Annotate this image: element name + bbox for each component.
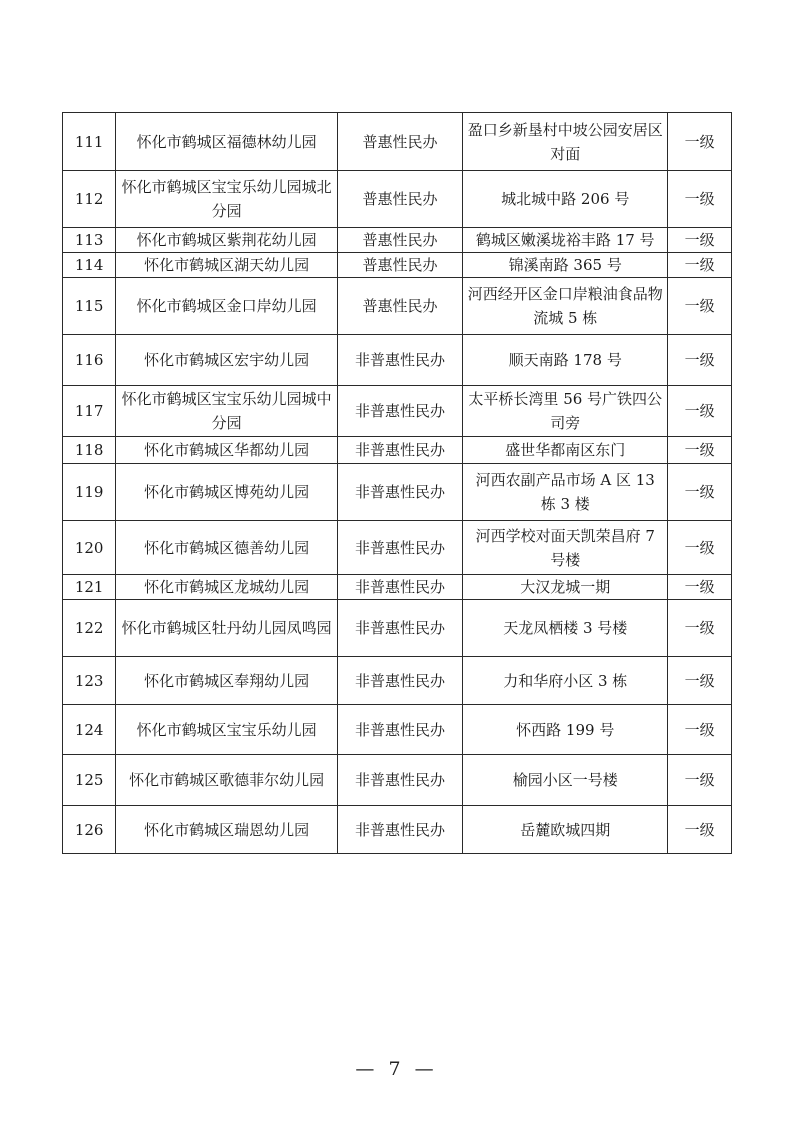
- grade-level: 一级: [668, 600, 732, 657]
- address: 城北城中路 206 号: [463, 171, 668, 228]
- address: 岳麓欧城四期: [463, 806, 668, 854]
- table-row: [63, 171, 732, 228]
- address: 河西农副产品市场 A 区 13 栋 3 楼: [463, 464, 668, 521]
- table-body: [63, 113, 732, 854]
- address: 盈口乡新垦村中坡公园安居区对面: [463, 113, 668, 171]
- row-number: 118: [63, 437, 116, 464]
- table-row: [63, 705, 732, 755]
- grade-level: 一级: [668, 253, 732, 278]
- address: 天龙凤栖楼 3 号楼: [463, 600, 668, 657]
- page-number: — 7 —: [355, 1058, 438, 1080]
- kindergarten-name: 怀化市鹤城区德善幼儿园: [116, 521, 338, 575]
- kindergarten-name: 怀化市鹤城区湖天幼儿园: [116, 253, 338, 278]
- kindergarten-name: 怀化市鹤城区博苑幼儿园: [116, 464, 338, 521]
- table-row: [63, 806, 732, 854]
- table-row: [63, 253, 732, 278]
- ownership-type: 非普惠性民办: [337, 600, 462, 657]
- kindergarten-name: 怀化市鹤城区奉翔幼儿园: [116, 657, 338, 705]
- ownership-type: 非普惠性民办: [337, 521, 462, 575]
- grade-level: 一级: [668, 335, 732, 386]
- kindergarten-name: 怀化市鹤城区歌德菲尔幼儿园: [116, 755, 338, 806]
- ownership-type: 非普惠性民办: [337, 386, 462, 437]
- row-number: 123: [63, 657, 116, 705]
- address: 锦溪南路 365 号: [463, 253, 668, 278]
- grade-level: 一级: [668, 705, 732, 755]
- row-number: 122: [63, 600, 116, 657]
- grade-level: 一级: [668, 228, 732, 253]
- ownership-type: 普惠性民办: [337, 278, 462, 335]
- address: 力和华府小区 3 栋: [463, 657, 668, 705]
- row-number: 115: [63, 278, 116, 335]
- grade-level: 一级: [668, 521, 732, 575]
- kindergarten-name: 怀化市鹤城区龙城幼儿园: [116, 575, 338, 600]
- kindergarten-table: [62, 112, 732, 854]
- ownership-type: 普惠性民办: [337, 228, 462, 253]
- grade-level: 一级: [668, 755, 732, 806]
- grade-level: 一级: [668, 278, 732, 335]
- table-row: [63, 278, 732, 335]
- address: 鹤城区嫩溪垅裕丰路 17 号: [463, 228, 668, 253]
- kindergarten-name: 怀化市鹤城区宏宇幼儿园: [116, 335, 338, 386]
- ownership-type: 非普惠性民办: [337, 806, 462, 854]
- grade-level: 一级: [668, 464, 732, 521]
- address: 顺天南路 178 号: [463, 335, 668, 386]
- grade-level: 一级: [668, 113, 732, 171]
- grade-level: 一级: [668, 657, 732, 705]
- kindergarten-name: 怀化市鹤城区宝宝乐幼儿园: [116, 705, 338, 755]
- ownership-type: 非普惠性民办: [337, 755, 462, 806]
- kindergarten-name: 怀化市鹤城区宝宝乐幼儿园城北分园: [116, 171, 338, 228]
- kindergarten-name: 怀化市鹤城区福德林幼儿园: [116, 113, 338, 171]
- table-row: [63, 386, 732, 437]
- address: 盛世华都南区东门: [463, 437, 668, 464]
- row-number: 112: [63, 171, 116, 228]
- kindergarten-name: 怀化市鹤城区宝宝乐幼儿园城中分园: [116, 386, 338, 437]
- table-row: [63, 464, 732, 521]
- address: 太平桥长湾里 56 号广铁四公司旁: [463, 386, 668, 437]
- address: 河西经开区金口岸粮油食品物流城 5 栋: [463, 278, 668, 335]
- kindergarten-name: 怀化市鹤城区牡丹幼儿园凤鸣园: [116, 600, 338, 657]
- row-number: 116: [63, 335, 116, 386]
- grade-level: 一级: [668, 437, 732, 464]
- table-row: [63, 521, 732, 575]
- table-row: [63, 113, 732, 171]
- address: 怀西路 199 号: [463, 705, 668, 755]
- table-row: [63, 335, 732, 386]
- table-row: [63, 228, 732, 253]
- ownership-type: 普惠性民办: [337, 113, 462, 171]
- ownership-type: 非普惠性民办: [337, 575, 462, 600]
- grade-level: 一级: [668, 806, 732, 854]
- ownership-type: 非普惠性民办: [337, 464, 462, 521]
- ownership-type: 普惠性民办: [337, 253, 462, 278]
- ownership-type: 非普惠性民办: [337, 335, 462, 386]
- row-number: 114: [63, 253, 116, 278]
- row-number: 120: [63, 521, 116, 575]
- table-row: [63, 755, 732, 806]
- table-row: [63, 575, 732, 600]
- ownership-type: 非普惠性民办: [337, 705, 462, 755]
- ownership-type: 非普惠性民办: [337, 437, 462, 464]
- row-number: 124: [63, 705, 116, 755]
- row-number: 126: [63, 806, 116, 854]
- row-number: 121: [63, 575, 116, 600]
- table-row: [63, 600, 732, 657]
- row-number: 119: [63, 464, 116, 521]
- row-number: 113: [63, 228, 116, 253]
- row-number: 117: [63, 386, 116, 437]
- row-number: 125: [63, 755, 116, 806]
- kindergarten-name: 怀化市鹤城区紫荆花幼儿园: [116, 228, 338, 253]
- row-number: 111: [63, 113, 116, 171]
- grade-level: 一级: [668, 575, 732, 600]
- address: 榆园小区一号楼: [463, 755, 668, 806]
- table-row: [63, 437, 732, 464]
- grade-level: 一级: [668, 386, 732, 437]
- address: 河西学校对面天凯荣昌府 7 号楼: [463, 521, 668, 575]
- address: 大汉龙城一期: [463, 575, 668, 600]
- kindergarten-name: 怀化市鹤城区华都幼儿园: [116, 437, 338, 464]
- kindergarten-name: 怀化市鹤城区瑞恩幼儿园: [116, 806, 338, 854]
- kindergarten-name: 怀化市鹤城区金口岸幼儿园: [116, 278, 338, 335]
- ownership-type: 普惠性民办: [337, 171, 462, 228]
- ownership-type: 非普惠性民办: [337, 657, 462, 705]
- table-row: [63, 657, 732, 705]
- grade-level: 一级: [668, 171, 732, 228]
